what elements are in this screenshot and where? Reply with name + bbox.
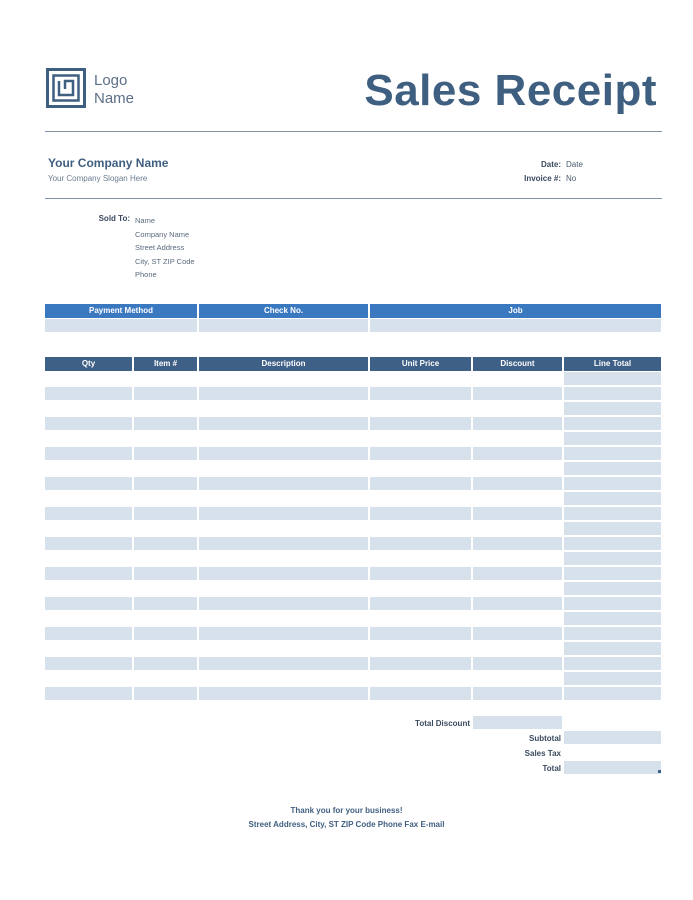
footer-thanks: Thank you for your business! xyxy=(290,806,403,815)
company-divider xyxy=(45,198,662,199)
item-cell[interactable] xyxy=(45,507,132,520)
job-header: Job xyxy=(370,304,661,318)
sales-tax-label: Sales Tax xyxy=(524,749,561,758)
total-cell[interactable] xyxy=(564,761,661,774)
line-total-cell[interactable] xyxy=(564,627,661,640)
item-cell[interactable] xyxy=(370,657,471,670)
check-no-cell[interactable] xyxy=(199,319,368,332)
resize-handle-icon xyxy=(658,770,661,773)
item-cell[interactable] xyxy=(199,447,368,460)
item-cell[interactable] xyxy=(45,537,132,550)
item-cell[interactable] xyxy=(370,447,471,460)
line-total-cell[interactable] xyxy=(564,552,661,565)
description-header: Description xyxy=(199,357,368,371)
date-label: Date: xyxy=(540,160,561,169)
line-total-cell[interactable] xyxy=(564,522,661,535)
item-cell[interactable] xyxy=(199,507,368,520)
item-cell[interactable] xyxy=(473,477,562,490)
item-cell[interactable] xyxy=(473,597,562,610)
payment-method-header: Payment Method xyxy=(45,304,197,318)
item-cell[interactable] xyxy=(199,417,368,430)
line-total-cell[interactable] xyxy=(564,507,661,520)
item-cell[interactable] xyxy=(473,537,562,550)
job-cell[interactable] xyxy=(370,319,661,332)
line-total-cell[interactable] xyxy=(564,432,661,445)
item-number-header: Item # xyxy=(134,357,197,371)
total-discount-cell[interactable] xyxy=(473,716,562,729)
item-cell[interactable] xyxy=(45,387,132,400)
sold-to-block xyxy=(135,214,195,282)
line-total-cell[interactable] xyxy=(564,597,661,610)
item-cell[interactable] xyxy=(45,687,132,700)
total-discount-label: Total Discount xyxy=(415,719,470,728)
company-name: Your Company Name xyxy=(48,156,169,170)
line-total-cell[interactable] xyxy=(564,477,661,490)
check-no-header: Check No. xyxy=(199,304,368,318)
item-cell[interactable] xyxy=(134,537,197,550)
line-total-cell[interactable] xyxy=(564,447,661,460)
company-slogan: Your Company Slogan Here xyxy=(48,174,148,183)
logo-line-2: Name xyxy=(94,90,135,107)
line-total-cell[interactable] xyxy=(564,387,661,400)
item-cell[interactable] xyxy=(134,627,197,640)
sold-to-street: Street Address xyxy=(135,243,185,252)
qty-header: Qty xyxy=(45,357,132,371)
item-cell[interactable] xyxy=(45,477,132,490)
item-cell[interactable] xyxy=(199,597,368,610)
line-total-cell[interactable] xyxy=(564,567,661,580)
line-total-cell[interactable] xyxy=(564,402,661,415)
item-cell[interactable] xyxy=(370,597,471,610)
item-cell[interactable] xyxy=(370,477,471,490)
logo-line-1: Logo xyxy=(94,72,128,89)
payment-method-cell[interactable] xyxy=(45,319,197,332)
subtotal-label: Subtotal xyxy=(529,734,561,743)
line-total-cell[interactable] xyxy=(564,462,661,475)
invoice-label: Invoice #: xyxy=(524,174,561,183)
sold-to-label: Sold To: xyxy=(98,214,130,223)
item-cell[interactable] xyxy=(45,567,132,580)
item-cell[interactable] xyxy=(134,597,197,610)
item-cell[interactable] xyxy=(134,507,197,520)
item-cell[interactable] xyxy=(45,657,132,670)
item-cell[interactable] xyxy=(473,447,562,460)
item-cell[interactable] xyxy=(370,507,471,520)
item-cell[interactable] xyxy=(45,447,132,460)
item-cell[interactable] xyxy=(45,627,132,640)
footer-contact: Street Address, City, ST ZIP Code Phone Fax E-mail xyxy=(248,820,445,829)
item-cell[interactable] xyxy=(199,537,368,550)
line-total-cell[interactable] xyxy=(564,687,661,700)
item-cell[interactable] xyxy=(370,687,471,700)
sold-to-phone: Phone xyxy=(135,270,157,279)
item-cell[interactable] xyxy=(370,567,471,580)
item-cell[interactable] xyxy=(134,687,197,700)
line-total-cell[interactable] xyxy=(564,672,661,685)
item-cell[interactable] xyxy=(199,387,368,400)
subtotal-cell[interactable] xyxy=(564,731,661,744)
line-total-cell[interactable] xyxy=(564,372,661,385)
line-total-cell[interactable] xyxy=(564,417,661,430)
item-cell[interactable] xyxy=(134,387,197,400)
total-label: Total xyxy=(542,764,561,773)
item-cell[interactable] xyxy=(199,567,368,580)
line-total-cell[interactable] xyxy=(564,582,661,595)
item-cell[interactable] xyxy=(473,627,562,640)
line-total-cell[interactable] xyxy=(564,642,661,655)
document-title: Sales Receipt xyxy=(364,66,657,115)
sold-to-company: Company Name xyxy=(135,229,190,239)
item-cell[interactable] xyxy=(134,447,197,460)
header-divider xyxy=(45,131,662,132)
item-cell[interactable] xyxy=(370,537,471,550)
sold-to-name: Name xyxy=(135,216,156,225)
item-cell[interactable] xyxy=(473,687,562,700)
line-total-cell[interactable] xyxy=(564,657,661,670)
unit-price-header: Unit Price xyxy=(370,357,471,371)
line-total-cell[interactable] xyxy=(564,612,661,625)
item-cell[interactable] xyxy=(45,597,132,610)
discount-header: Discount xyxy=(473,357,562,371)
date-value: Date xyxy=(566,160,583,169)
item-cell[interactable] xyxy=(45,417,132,430)
item-cell[interactable] xyxy=(199,477,368,490)
item-cell[interactable] xyxy=(134,477,197,490)
line-total-header: Line Total xyxy=(564,357,661,371)
item-cell[interactable] xyxy=(370,627,471,640)
item-cell[interactable] xyxy=(370,417,471,430)
item-cell[interactable] xyxy=(370,387,471,400)
logo-icon xyxy=(46,68,86,108)
item-cell[interactable] xyxy=(134,567,197,580)
sold-to-city: City, ST ZIP Code xyxy=(135,256,195,266)
item-cell[interactable] xyxy=(473,417,562,430)
item-cell[interactable] xyxy=(473,567,562,580)
item-cell[interactable] xyxy=(473,387,562,400)
invoice-value: No xyxy=(566,174,577,183)
item-cell[interactable] xyxy=(199,657,368,670)
item-cell[interactable] xyxy=(134,657,197,670)
item-cell[interactable] xyxy=(473,507,562,520)
item-cell[interactable] xyxy=(473,657,562,670)
line-total-cell[interactable] xyxy=(564,537,661,550)
item-cell[interactable] xyxy=(134,417,197,430)
logo-name xyxy=(94,72,134,108)
item-cell[interactable] xyxy=(199,687,368,700)
line-total-cell[interactable] xyxy=(564,492,661,505)
item-cell[interactable] xyxy=(199,627,368,640)
